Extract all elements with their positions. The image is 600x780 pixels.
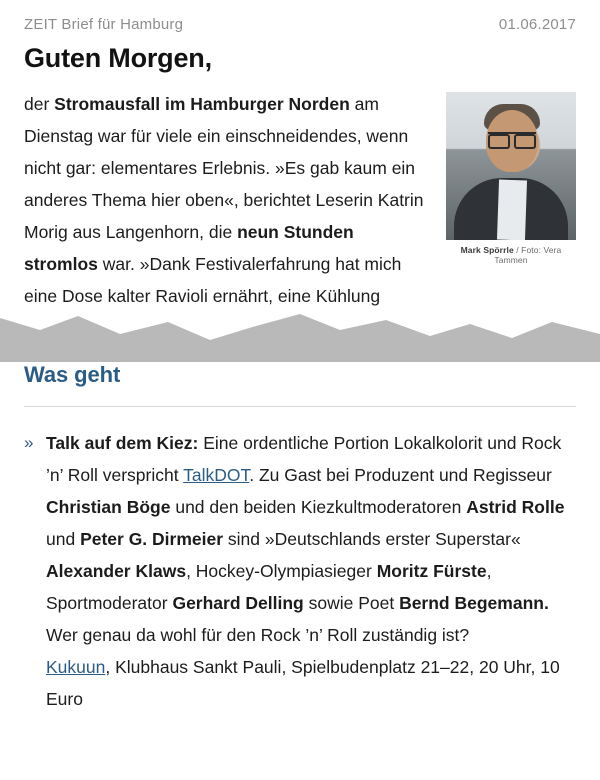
glasses-icon xyxy=(488,132,536,146)
guest-name-3: Peter G. Dirmeier xyxy=(80,529,224,549)
event-text-4: und xyxy=(46,529,81,549)
lead-text-pre: der xyxy=(24,94,55,114)
event-text-5: sind »Deutschlands erster Superstar« xyxy=(223,529,521,549)
event-text-8: sowie Poet xyxy=(303,593,400,613)
photo-caption-name: Mark Spörrle xyxy=(460,245,514,255)
kukuun-link[interactable]: Kukuun xyxy=(46,657,106,677)
lead-section xyxy=(0,74,600,312)
event-text-3: und den beiden Kiezkultmoderatoren xyxy=(170,497,467,517)
event-text-7: , Sportmoderator xyxy=(46,561,492,613)
page-title: Guten Morgen, xyxy=(24,43,212,73)
event-text-1: Eine ordentliche Portion Lokalkolorit und Rock ’n’ Roll verspricht xyxy=(46,433,562,485)
guest-name-7: Bernd Begemann. xyxy=(399,593,549,613)
lead-text-mid-1: am Dienstag war für viele ein einschneidendes, wenn nicht gar: elementares Erlebnis. »Es gab kaum ein anderes Thema hier oben«, berichtet Leserin Katrin Morig aus Langenhorn, die xyxy=(24,94,424,242)
event-venue-line xyxy=(46,651,576,715)
event-text-6: , Hockey-Olympiasieger xyxy=(186,561,377,581)
guest-name-4: Alexander Klaws xyxy=(46,561,187,581)
portrait-shirt-shape xyxy=(497,180,527,240)
list-item xyxy=(0,407,600,715)
event-text-2: . Zu Gast bei Produzent und Regisseur xyxy=(249,465,552,485)
lead-bold-1: Stromausfall im Hamburger Norden xyxy=(54,94,350,114)
lead-bold-2: neun Stunden stromlos xyxy=(24,222,354,274)
brand-title: ZEIT Brief für Hamburg xyxy=(24,16,184,33)
bullet-icon: » xyxy=(24,433,34,452)
author-portrait xyxy=(446,92,576,265)
event-venue-details: , Klubhaus Sankt Pauli, Spielbudenplatz 21–22, 20 Uhr, 10 Euro xyxy=(46,657,560,709)
photo-caption xyxy=(446,245,576,265)
lead-text-tail: eine Kühlung xyxy=(277,286,381,306)
section-title: Was geht xyxy=(24,362,121,387)
guest-name-5: Moritz Fürste xyxy=(376,561,487,581)
author-photo xyxy=(446,92,576,240)
event-text-9: Wer genau da wohl für den Rock ’n’ Roll zuständig ist? xyxy=(46,625,470,645)
list-item-body xyxy=(46,427,576,715)
lead-paragraph xyxy=(24,88,429,312)
masthead xyxy=(0,0,600,33)
issue-date: 01.06.2017 xyxy=(498,16,576,33)
event-title: Talk auf dem Kiez: xyxy=(46,433,199,453)
guest-name-6: Gerhard Delling xyxy=(172,593,304,613)
lead-text-mid-2: war. »Dank Festivalerfahrung hat mich eine Dose kalter Ravioli ernährt, xyxy=(24,254,402,306)
guest-name-1: Christian Böge xyxy=(46,497,171,517)
photo-caption-credit: / Foto: Vera Tammen xyxy=(494,245,562,265)
event-description xyxy=(46,427,576,651)
guest-name-2: Astrid Rolle xyxy=(466,497,565,517)
talkdot-link[interactable]: TalkDOT xyxy=(183,465,250,485)
